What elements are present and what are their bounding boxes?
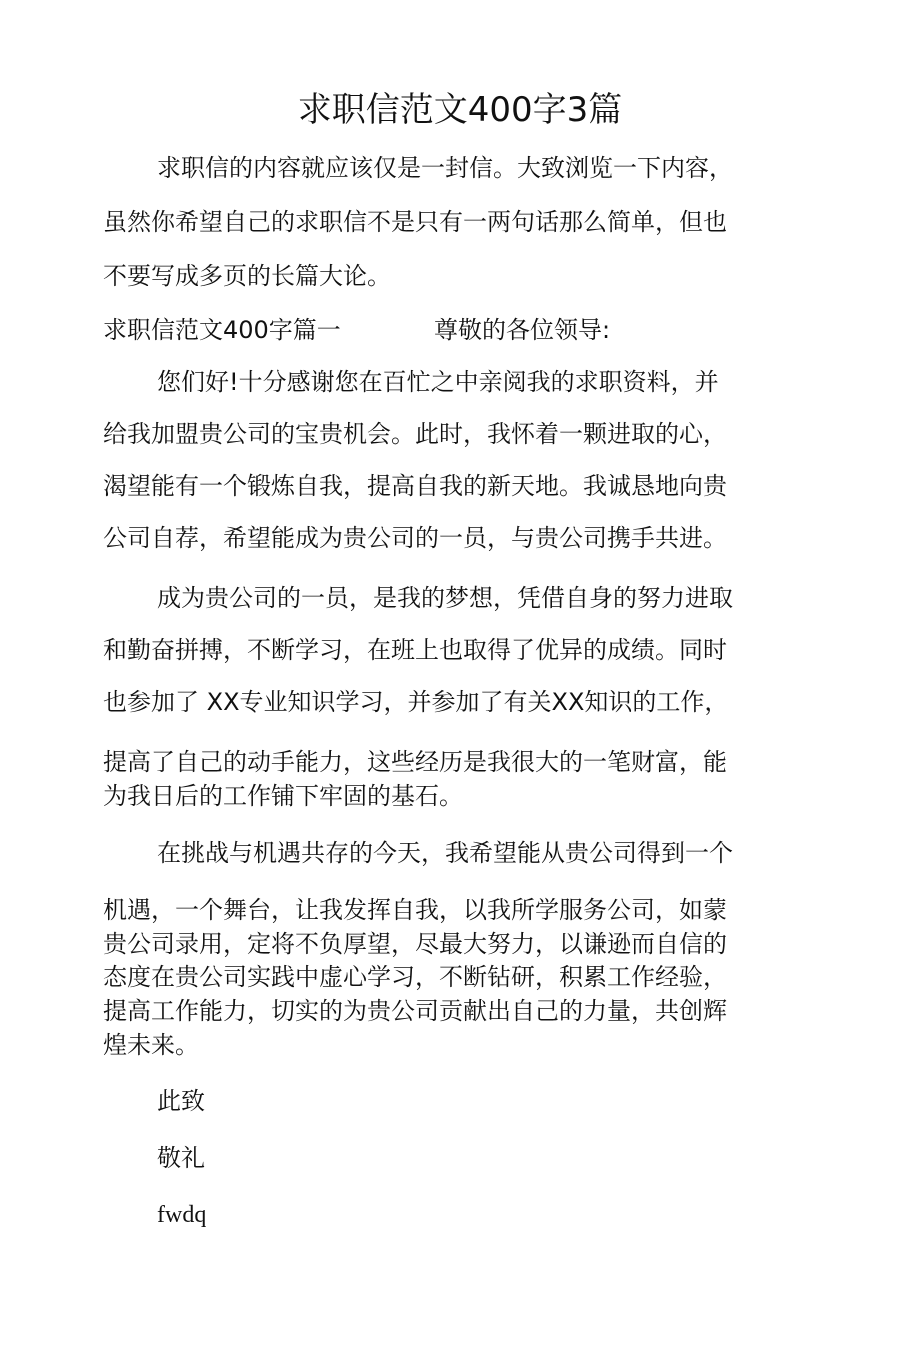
salutation: 尊敬的各位领导: bbox=[434, 316, 611, 344]
para2-line-3: 也参加了 XX专业知识学习，并参加了有关XX知识的工作， bbox=[103, 688, 729, 716]
para2-line-2: 和勤奋拼搏，不断学习，在班上也取得了优异的成绩。同时 bbox=[103, 636, 727, 664]
para3-line-2: 机遇，一个舞台，让我发挥自我，以我所学服务公司，如蒙 bbox=[103, 896, 727, 924]
para3-line-6: 煌未来。 bbox=[103, 1031, 199, 1059]
para1-line-1: 您们好!十分感谢您在百忙之中亲阅我的求职资料，并 bbox=[157, 368, 719, 396]
para2-line-1: 成为贵公司的一员，是我的梦想，凭借自身的努力进取 bbox=[157, 584, 733, 612]
para1-line-4: 公司自荐，希望能成为贵公司的一员，与贵公司携手共进。 bbox=[103, 524, 727, 552]
intro-line-3: 不要写成多页的长篇大论。 bbox=[103, 262, 391, 290]
para1-line-2: 给我加盟贵公司的宝贵机会。此时，我怀着一颗进取的心， bbox=[103, 420, 727, 448]
section-heading: 求职信范文400字篇一 bbox=[103, 316, 341, 344]
para1-line-3: 渴望能有一个锻炼自我，提高自我的新天地。我诚恳地向贵 bbox=[103, 472, 727, 500]
para3-line-1: 在挑战与机遇共存的今天，我希望能从贵公司得到一个 bbox=[157, 839, 733, 867]
para2-line-4: 提高了自己的动手能力，这些经历是我很大的一笔财富，能 bbox=[103, 748, 727, 776]
document-title: 求职信范文400字3篇 bbox=[297, 90, 623, 130]
intro-line-1: 求职信的内容就应该仅是一封信。大致浏览一下内容， bbox=[157, 154, 733, 182]
intro-line-2: 虽然你希望自己的求职信不是只有一两句话那么简单，但也 bbox=[103, 208, 727, 236]
signature: fwdq bbox=[157, 1202, 207, 1228]
para2-line-5: 为我日后的工作铺下牢固的基石。 bbox=[103, 782, 463, 810]
para3-line-4: 态度在贵公司实践中虚心学习，不断钻研，积累工作经验， bbox=[103, 963, 727, 991]
closing-line-2: 敬礼 bbox=[157, 1144, 205, 1172]
para3-line-3: 贵公司录用，定将不负厚望，尽最大努力，以谦逊而自信的 bbox=[103, 930, 727, 958]
closing-line-1: 此致 bbox=[157, 1087, 205, 1115]
para3-line-5: 提高工作能力，切实的为贵公司贡献出自己的力量，共创辉 bbox=[103, 997, 727, 1025]
